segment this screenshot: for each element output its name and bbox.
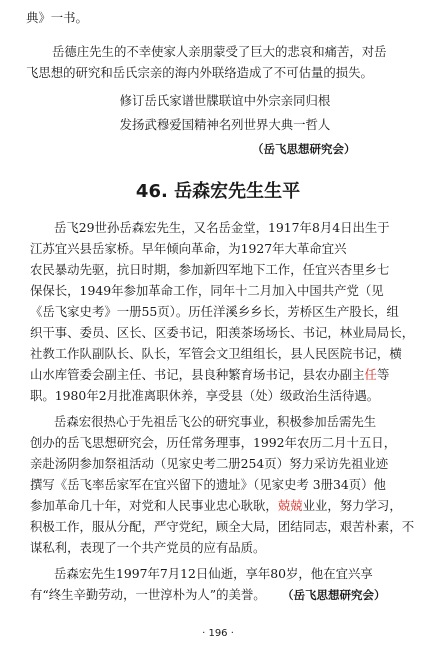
body-line	[30, 367, 436, 383]
prev-signature: （岳飞思想研究会）	[252, 142, 356, 156]
highlighted-text: 兢兢	[277, 498, 303, 513]
section-heading: 46. 岳森宏先生生平	[135, 181, 301, 202]
body-line: 社教工作队副队长、队长，军管会文卫组组长，县人民医院书记，横	[30, 346, 402, 361]
highlighted-text: 任	[364, 367, 377, 382]
body-line: 织干事、委员、区长、区委书记，阳羡茶场场长、书记，林业局局长，	[30, 325, 415, 340]
prev-paragraph-line: 飞思想的研究和岳氏宗亲的海内外联络造成了不可估量的损失。	[26, 65, 373, 80]
body-line: 亲赴汤阴参加祭祖活动（见家史考二册254页）努力采访先祖业迹	[30, 456, 389, 471]
page-number: · 196 ·	[202, 628, 234, 639]
body-text: 参加革命几十年，对党和人民事业忠心耿耿，	[30, 498, 278, 513]
body-line: 保保长，1949年参加革命工作，同年十二月加入中国共产党（见	[30, 283, 384, 298]
body-line: 岳飞29世孙岳森宏先生，又名岳金堂，1917年8月4日出生于	[54, 220, 390, 235]
prev-section-ending: 典》一书。	[26, 10, 88, 25]
body-line: 职。1980年2月批准离职休养，享受县（处）级政治生活待遇。	[30, 388, 380, 403]
body-line: 江苏宜兴县岳家桥。早年倾向革命，为1927年大革命宜兴	[30, 241, 347, 256]
couplet-line-2: 发扬武穆爱国精神名列世界大典一哲人	[119, 117, 331, 132]
body-line	[30, 498, 436, 514]
body-line: 积极工作，服从分配，严守党纪，顾全大局，团结同志，艰苦朴素，不	[30, 519, 415, 534]
body-text: 山水库管委会副主任、书记，县良种繁育场书记，县农办副主	[30, 367, 365, 382]
body-line: 撰写《岳飞率岳家军在宜兴留下的遗址》（见家史考 3册34页）他	[30, 477, 386, 492]
body-line: 岳森宏先生1997年7月12日仙逝，享年80岁，他在宜兴享	[54, 566, 373, 581]
section-signature: （岳飞思想研究会）	[282, 588, 386, 602]
body-text: 业业，努力学习，	[302, 498, 402, 513]
body-line: 岳森宏很热心于先祖岳飞公的研究事业，积极参加岳需先生	[54, 414, 377, 429]
body-text: 等	[376, 367, 390, 382]
body-line: 《岳飞家史考》一册55页）。历任洋溪乡乡长，芳桥区生产股长，组	[30, 304, 399, 319]
body-line: 谋私利，表现了一个共产党员的应有品质。	[30, 540, 266, 555]
prev-paragraph-line: 岳德庄先生的不幸使家人亲朋蒙受了巨大的悲哀和痛苦，对岳	[52, 44, 387, 59]
body-line: 有“终生辛勤劳动，一世淳朴为人”的美誉。	[30, 587, 266, 602]
couplet-line-1: 修订岳氏家谱世牒联谊中外宗亲同归根	[119, 93, 331, 108]
body-line: 创办的岳飞思想研究会，历任常务理事，1992年农历二月十五日，	[30, 435, 397, 450]
body-line: 农民暴动先驱，抗日时期，参加新四军地下工作，任宜兴杏里乡七	[30, 262, 390, 277]
